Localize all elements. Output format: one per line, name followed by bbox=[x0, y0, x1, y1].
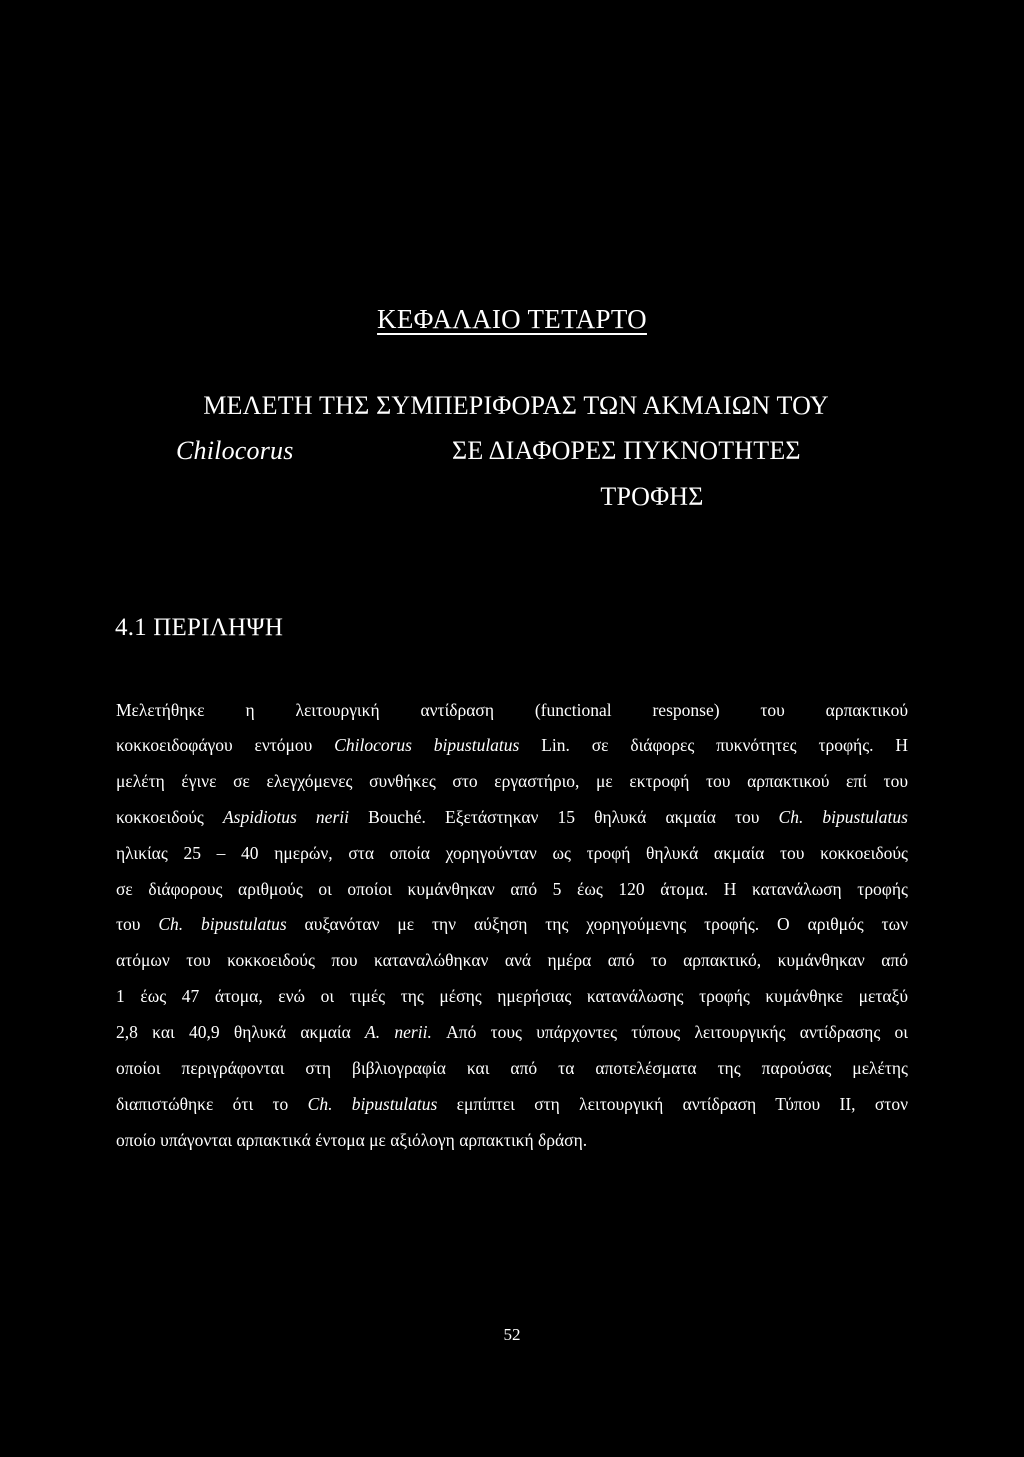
species-name: Chilocorus bipustulatus bbox=[334, 735, 520, 755]
body-text: διαπιστώθηκε ότι το bbox=[116, 1094, 308, 1114]
body-line-11 bbox=[116, 1058, 908, 1079]
title-line-1: ΜΕΛΕΤΗ ΤΗΣ ΣΥΜΠΕΡΙΦΟΡΑΣ ΤΩΝ ΑΚΜΑΙΩΝ ΤΟΥ bbox=[203, 391, 829, 420]
species-name: A. nerii. bbox=[365, 1022, 432, 1042]
body-text: εμπίπτει στη λειτουργική αντίδραση Τύπου II, στον bbox=[437, 1094, 908, 1114]
body-text: Bouché. Εξετάστηκαν 15 θηλυκά ακμαία του bbox=[349, 807, 779, 827]
body-text: κοκκοειδοφάγου εντόμου bbox=[116, 735, 335, 755]
body-line-8 bbox=[116, 950, 908, 971]
species-name: Ch. bipustulatus bbox=[307, 1094, 438, 1114]
body-text: 1 έως 47 άτομα, ενώ οι τιμές της μέσης ημερήσιας κατανάλωσης τροφής κυμάνθηκε μεταξύ bbox=[116, 986, 908, 1006]
title-genus: Chilocorus bbox=[176, 436, 294, 465]
body-line-6 bbox=[116, 879, 908, 900]
body-line-13 bbox=[116, 1130, 908, 1151]
body-text: οποίο υπάγονται αρπακτικά έντομα με αξιόλογη αρπακτική δράση. bbox=[116, 1130, 588, 1150]
species-name: Aspidiotus nerii bbox=[222, 807, 349, 827]
body-text: ατόμων του κοκκοειδούς που καταναλώθηκαν ανά ημέρα από το αρπακτικό, κυμάνθηκαν από bbox=[116, 950, 908, 970]
species-name: Ch. bipustulatus bbox=[778, 807, 908, 827]
title-line-3: ΤΡΟΦΗΣ bbox=[600, 482, 704, 511]
body-text: Από τους υπάρχοντες τύπους λειτουργικής αντίδρασης οι bbox=[431, 1022, 908, 1042]
body-text: μελέτη έγινε σε ελεγχόμενες συνθήκες στο εργαστήριο, με εκτροφή του αρπακτικού επί του bbox=[116, 771, 908, 791]
body-text: Lin. σε διάφορες πυκνότητες τροφής. Η bbox=[519, 735, 908, 755]
body-line-3 bbox=[116, 771, 908, 792]
body-line-4 bbox=[116, 807, 908, 828]
title-line-2: ΣΕ ΔΙΑΦΟΡΕΣ ΠΥΚΝΟΤΗΤΕΣ bbox=[452, 436, 801, 465]
body-line-12 bbox=[116, 1094, 908, 1115]
body-text: Μελετήθηκε η λειτουργική αντίδραση (functional response) του αρπακτικού bbox=[116, 700, 908, 720]
body-text: ηλικίας 25 – 40 ημερών, στα οποία χορηγούνταν ως τροφή θηλυκά ακμαία του κοκκοειδούς bbox=[116, 843, 908, 863]
chapter-label: ΚΕΦΑΛΑΙΟ ΤΕΤΑΡΤΟ bbox=[377, 304, 647, 334]
body-text: κοκκοειδούς bbox=[116, 807, 223, 827]
body-line-5 bbox=[116, 843, 908, 864]
body-line-7 bbox=[116, 914, 908, 935]
body-text: του bbox=[116, 914, 159, 934]
body-line-10 bbox=[116, 1022, 908, 1043]
body-text: σε διάφορους αριθμούς οι οποίοι κυμάνθηκαν από 5 έως 120 άτομα. Η κατανάλωση τροφής bbox=[116, 879, 908, 899]
body-text: οποίοι περιγράφονται στη βιβλιογραφία και από τα αποτελέσματα της παρούσας μελέτης bbox=[116, 1058, 908, 1078]
body-text: 2,8 και 40,9 θηλυκά ακμαία bbox=[116, 1022, 366, 1042]
body-line-2 bbox=[116, 735, 908, 756]
body-line-1 bbox=[116, 700, 908, 721]
body-text: αυξανόταν με την αύξηση της χορηγούμενης τροφής. Ο αριθμός των bbox=[286, 914, 909, 934]
section-heading: 4.1 ΠΕΡΙΛΗΨΗ bbox=[115, 614, 284, 641]
body-line-9 bbox=[116, 986, 908, 1007]
page-number: 52 bbox=[503, 1325, 521, 1344]
species-name: Ch. bipustulatus bbox=[158, 914, 287, 934]
